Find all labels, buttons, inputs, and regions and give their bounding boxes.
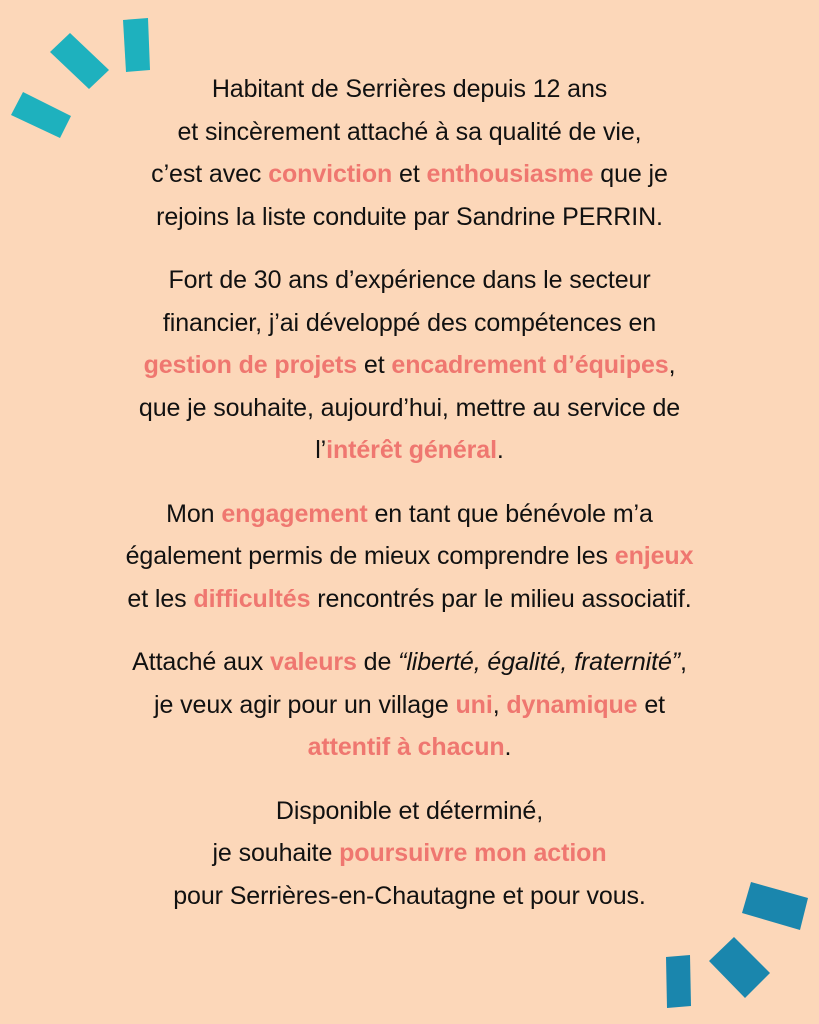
text-run: je souhaite bbox=[212, 839, 340, 867]
text-line bbox=[40, 875, 779, 918]
highlighted-phrase: enthousiasme bbox=[426, 160, 594, 188]
text-line bbox=[40, 429, 779, 472]
text-run: , bbox=[679, 648, 687, 676]
highlighted-phrase: poursuivre mon action bbox=[339, 839, 607, 867]
text-line bbox=[40, 387, 779, 430]
highlighted-phrase: dynamique bbox=[506, 690, 638, 719]
highlighted-phrase: enjeux bbox=[614, 542, 694, 570]
text-run: financier, j’ai développé des compétences en bbox=[162, 308, 657, 337]
text-run: Habitant de Serrières depuis 12 ans bbox=[211, 75, 608, 103]
text-line bbox=[40, 535, 779, 578]
text-line bbox=[40, 726, 779, 769]
text-line bbox=[40, 493, 779, 536]
text-line bbox=[40, 196, 779, 239]
text-run: . bbox=[504, 733, 512, 761]
text-line bbox=[40, 684, 779, 727]
highlighted-phrase: difficultés bbox=[193, 584, 311, 613]
blue-stroke bbox=[666, 955, 691, 1008]
text-run: et bbox=[357, 351, 392, 379]
text-run: Disponible et déterminé, bbox=[275, 796, 544, 825]
text-run: et sincèrement attaché à sa qualité de vie, bbox=[177, 117, 642, 146]
text-line bbox=[40, 832, 779, 875]
text-run: en tant que bénévole m’a bbox=[367, 499, 653, 528]
text-line bbox=[40, 68, 779, 111]
text-run: et bbox=[392, 160, 427, 188]
text-line bbox=[40, 153, 779, 196]
text-run: Mon bbox=[166, 499, 222, 528]
highlighted-phrase: conviction bbox=[268, 160, 393, 188]
highlighted-phrase: valeurs bbox=[269, 648, 357, 676]
text-run: . bbox=[496, 436, 504, 464]
text-run: de bbox=[356, 648, 399, 676]
text-run: que je souhaite, aujourd’hui, mettre au service de bbox=[138, 393, 681, 422]
quoted-motto: “liberté, égalité, fraternité” bbox=[398, 648, 680, 676]
text-line bbox=[40, 578, 779, 621]
paragraph bbox=[40, 493, 779, 621]
text-line bbox=[40, 259, 779, 302]
statement-text bbox=[40, 68, 779, 917]
paragraph bbox=[40, 641, 779, 769]
text-line bbox=[40, 302, 779, 345]
text-run: , bbox=[492, 690, 507, 719]
text-run: Attaché aux bbox=[132, 648, 270, 676]
text-run: l’ bbox=[315, 436, 327, 464]
paragraph bbox=[40, 790, 779, 918]
text-run: rencontrés par le milieu associatif. bbox=[310, 584, 692, 613]
text-line bbox=[40, 344, 779, 387]
highlighted-phrase: attentif à chacun bbox=[307, 733, 505, 761]
text-line bbox=[40, 641, 779, 684]
text-run: pour Serrières-en-Chautagne et pour vous. bbox=[173, 881, 646, 910]
highlighted-phrase: intérêt général bbox=[326, 436, 497, 464]
text-run: Fort de 30 ans d’expérience dans le secteur bbox=[168, 266, 651, 294]
highlighted-phrase: engagement bbox=[221, 499, 368, 528]
paragraph bbox=[40, 68, 779, 238]
highlighted-phrase: encadrement d’équipes bbox=[391, 351, 669, 379]
text-run: et les bbox=[127, 584, 194, 613]
blue-stroke bbox=[709, 937, 770, 998]
text-run: que je bbox=[593, 160, 668, 188]
paragraph bbox=[40, 259, 779, 472]
text-run: rejoins la liste conduite par Sandrine PERRIN. bbox=[156, 202, 663, 231]
text-run: c’est avec bbox=[151, 160, 269, 188]
text-run: je veux agir pour un village bbox=[154, 690, 456, 719]
text-run: également permis de mieux comprendre les bbox=[125, 542, 615, 570]
highlighted-phrase: uni bbox=[455, 690, 493, 719]
teal-stroke bbox=[123, 18, 150, 72]
text-line bbox=[40, 790, 779, 833]
text-line bbox=[40, 111, 779, 154]
text-run: , bbox=[668, 351, 676, 379]
highlighted-phrase: gestion de projets bbox=[143, 351, 358, 379]
text-run: et bbox=[637, 690, 665, 719]
